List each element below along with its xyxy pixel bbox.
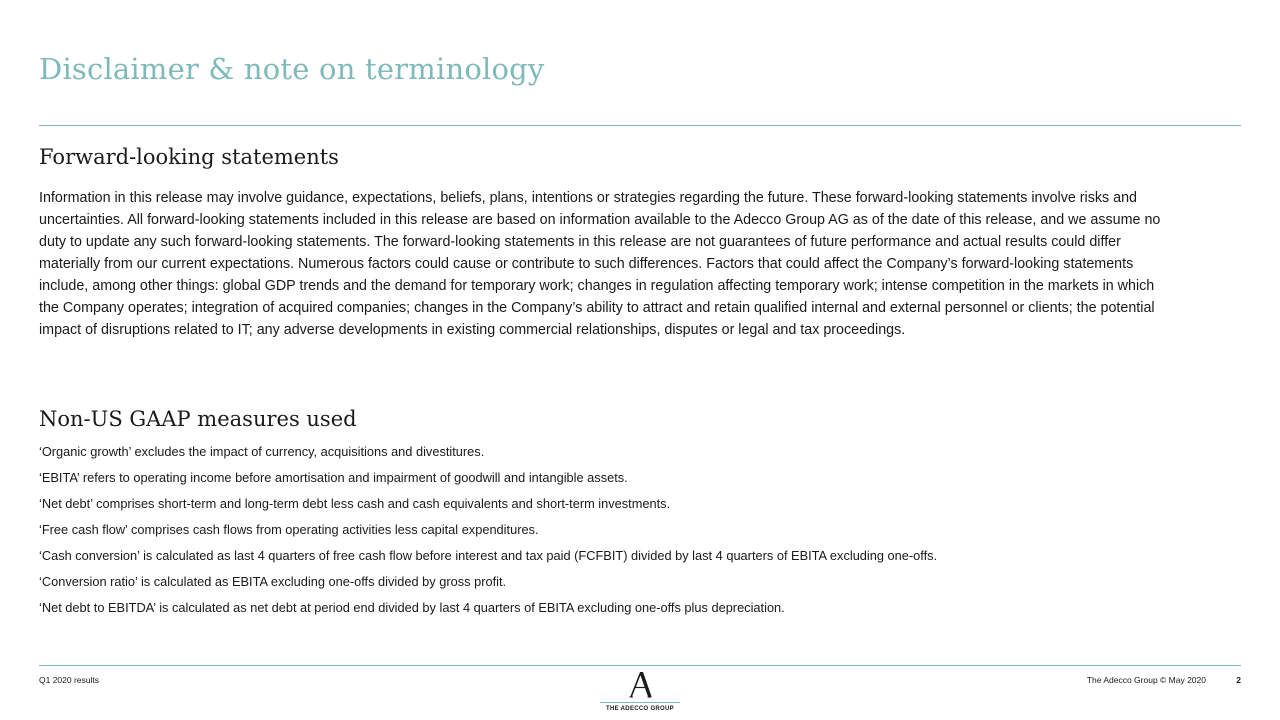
paragraph-line: duty to update any such forward-looking statements. The forward-looking statements in this release are not guarantees of future performance and actual results could differ: [39, 234, 1121, 250]
definition-item-ebita: ‘EBITA’ refers to operating income before amortisation and impairment of goodwill and intangible assets.: [39, 470, 628, 485]
definition-item-free-cash-flow: ‘Free cash flow’ comprises cash flows from operating activities less capital expenditures.: [39, 522, 539, 537]
definition-item-cash-conversion: ‘Cash conversion’ is calculated as last 4 quarters of free cash flow before interest and tax paid (FCFBIT) divided by last 4 quarters of EBITA excluding one-offs.: [39, 548, 938, 563]
definition-item-conversion-ratio: ‘Conversion ratio’ is calculated as EBITA excluding one-offs divided by gross profit.: [39, 574, 507, 589]
non-gaap-heading: Non-US GAAP measures used: [39, 407, 357, 431]
paragraph-line: include, among other things: global GDP trends and the demand for temporary work; changes in regulation affecting temporary work; intense competition in the markets in which: [39, 278, 1155, 294]
paragraph-line: the Company operates; integration of acquired companies; changes in the Company’s ability to attract and retain qualified internal and external personnel or clients; the potential: [39, 300, 1155, 316]
paragraph-line: materially from our current expectations. Numerous factors could cause or contribute to such differences. Factors that could affect the Company’s forward-looking statements: [39, 256, 1134, 272]
definition-item-organic-growth: ‘Organic growth’ excludes the impact of currency, acquisitions and divestitures.: [39, 444, 485, 459]
definition-item-net-debt-to-ebitda: ‘Net debt to EBITDA’ is calculated as net debt at period end divided by last 4 quarters of EBITA excluding one-offs plus depreciation.: [39, 600, 785, 615]
logo-wordmark: THE ADECCO GROUP: [606, 706, 674, 712]
definition-item-net-debt: ‘Net debt’ comprises short-term and long-term debt less cash and cash equivalents and short-term investments.: [39, 496, 671, 511]
adecco-a-logo-icon: [628, 672, 652, 698]
logo-underline: [600, 702, 680, 703]
slide-title: Disclaimer & note on terminology: [39, 52, 545, 86]
paragraph-line: uncertainties. All forward-looking statements included in this release are based on information available to the Adecco Group AG as of the date of this release, and we assume no: [39, 212, 1161, 228]
forward-looking-heading: Forward-looking statements: [39, 145, 339, 169]
page-number: 2: [1236, 675, 1241, 685]
forward-looking-paragraph: [39, 187, 1239, 341]
footer-report-label: Q1 2020 results: [39, 675, 100, 685]
footer-divider: [39, 665, 1241, 666]
paragraph-line: Information in this release may involve guidance, expectations, beliefs, plans, intentions or strategies regarding the future. These forward-looking statements involve risks and: [39, 190, 1138, 206]
footer-copyright: The Adecco Group © May 2020: [1086, 675, 1206, 685]
adecco-group-logo: [598, 672, 682, 716]
non-gaap-definitions-list: [39, 443, 1239, 625]
paragraph-line: impact of disruptions related to IT; any adverse developments in existing commercial relationships, disputes or legal and tax proceedings.: [39, 322, 906, 338]
title-divider: [39, 125, 1241, 126]
